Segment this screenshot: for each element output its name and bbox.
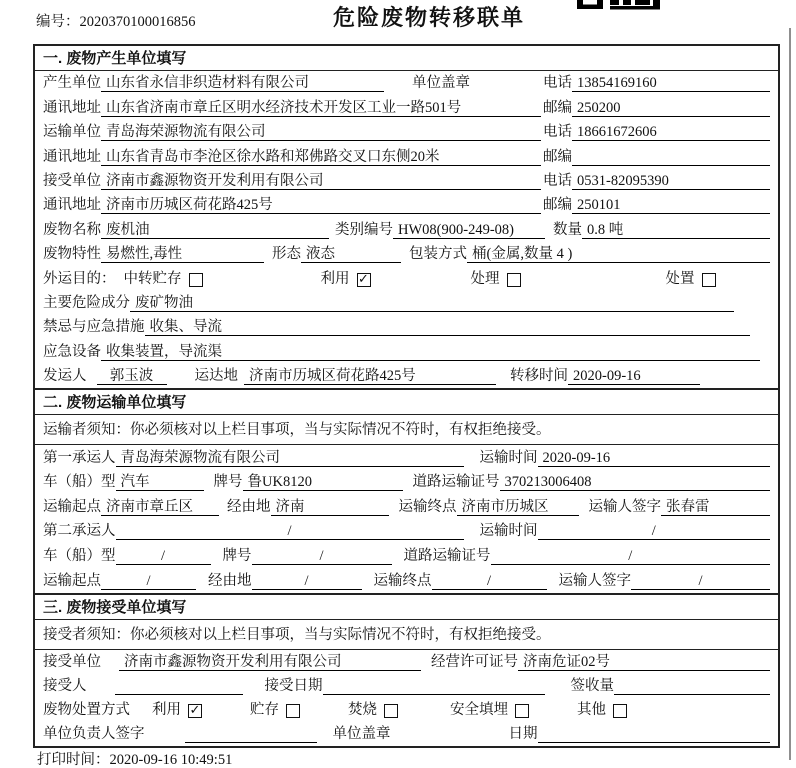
carrier2-label: 第二承运人 (43, 523, 116, 540)
receiver-phone-label: 电话 (543, 172, 572, 189)
carrier2-plate-value: / (252, 547, 392, 565)
carrier1-row (35, 445, 778, 470)
transporter-label: 运输单位 (43, 124, 101, 141)
transporter-value: 青岛海荣源物流有限公司 (101, 123, 541, 141)
print-time-label: 打印时间： (37, 752, 110, 768)
disposal-option-other-label: 其他 (577, 702, 606, 719)
waste-trait-value: 易燃性,毒性 (101, 245, 264, 263)
carrier1-route-row (35, 494, 778, 519)
carrier1-terminus-value: 济南市历城区 (457, 498, 579, 516)
producer-address-label: 通讯地址 (43, 99, 101, 116)
carrier2-vehicle-value: / (116, 547, 211, 565)
purpose-treat-checkbox[interactable] (507, 273, 521, 287)
carrier1-vehicle-label: 车（船）型 (43, 474, 116, 491)
carrier1-vehicle-row (35, 470, 778, 495)
transporter-address-row (35, 144, 778, 168)
shipper-value: 郭玉波 (97, 367, 167, 385)
carrier2-via-label: 经由地 (208, 572, 252, 589)
transporter-zip-label: 邮编 (543, 148, 572, 165)
manifest-form (33, 44, 780, 748)
disposal-option-incinerate (348, 698, 398, 722)
purpose-transfer-storage-checkbox[interactable] (189, 273, 203, 287)
document-number-value: 2020370100016856 (79, 14, 196, 30)
category-value: HW08(900-249-08) (393, 221, 545, 239)
equipment-value: 收集装置，导流渠 (101, 343, 760, 361)
qr-code-fragment (577, 0, 665, 10)
accepting-unit-row (35, 650, 778, 674)
producer-address-row (35, 95, 778, 119)
taboo-row (35, 315, 778, 339)
receiver-zip-value: 250101 (572, 196, 770, 214)
disposal-option-storage-label: 贮存 (250, 702, 279, 719)
form-value: 液态 (301, 245, 401, 263)
waste-name-label: 废物名称 (43, 221, 101, 238)
carrier2-sign-value: / (631, 572, 770, 590)
purpose-option-treat (471, 267, 521, 291)
disposal-option-utilize-label: 利用 (152, 702, 181, 719)
section-producer-title: 一. 废物产生单位填写 (35, 46, 778, 71)
print-time-value: 2020-09-16 10:49:51 (109, 752, 233, 768)
purpose-option-transfer-storage (124, 267, 203, 291)
producer-row (35, 71, 778, 95)
document-number (36, 10, 196, 31)
carrier2-license-label: 道路运输证号 (403, 548, 491, 565)
recipient-value (115, 677, 243, 695)
purpose-option-utilize-label: 利用 (320, 270, 350, 287)
transporter-address-value: 山东省青岛市李沧区徐水路和郑佛路交叉口东侧20米 (101, 148, 541, 166)
disposal-row (35, 698, 778, 722)
section-receiver (33, 593, 780, 749)
document-number-label: 编号： (36, 14, 80, 30)
packing-value: 桶(金属,数量 4 ) (467, 245, 770, 263)
transfer-time-value: 2020-09-16 (568, 367, 700, 385)
head-sign-label: 单位负责人签字 (43, 726, 145, 743)
disposal-option-other (577, 698, 627, 722)
quantity-value: 0.8 吨 (582, 221, 770, 239)
transfer-time-label: 转移时间 (510, 368, 568, 385)
head-sign-value (185, 725, 317, 743)
producer-phone-label: 电话 (543, 75, 572, 92)
equipment-label: 应急设备 (43, 343, 101, 360)
carrier1-sign-value: 张春雷 (661, 498, 770, 516)
unit-seal-label: 单位盖章 (412, 75, 470, 92)
carrier2-terminus-value: / (432, 572, 547, 590)
carrier1-label: 第一承运人 (43, 449, 116, 466)
date-value (538, 725, 771, 743)
purpose-option-dispose (666, 267, 716, 291)
carrier2-via-value: / (252, 572, 362, 590)
purpose-utilize-checkbox[interactable]: ✓ (358, 271, 369, 287)
carrier1-origin-value: 济南市章丘区 (101, 498, 219, 516)
destination-value: 济南市历城区荷花路425号 (244, 367, 496, 385)
transporter-row (35, 120, 778, 144)
carrier2-plate-label: 牌号 (222, 548, 252, 565)
carrier2-origin-label: 运输起点 (43, 572, 101, 589)
transporter-zip-value (572, 148, 770, 166)
page-title: 危险废物转移联单 (333, 5, 526, 30)
carrier1-via-value: 济南 (271, 498, 389, 516)
transporter-phone-value: 18661672606 (572, 123, 770, 141)
producer-phone-value: 13854169160 (572, 74, 770, 92)
carrier1-license-value: 370213006408 (500, 473, 771, 491)
carrier1-time-value: 2020-09-16 (538, 449, 771, 467)
recipient-label: 接受人 (43, 678, 87, 695)
waste-trait-label: 废物特性 (43, 246, 101, 263)
receiver-seal-label: 单位盖章 (332, 726, 391, 743)
sign-qty-value (614, 677, 770, 695)
receiver-phone-value: 0531-82095390 (572, 172, 770, 190)
carrier1-plate-label: 牌号 (213, 474, 243, 491)
carrier1-sign-label: 运输人签字 (588, 498, 661, 515)
purpose-option-treat-label: 处理 (470, 270, 500, 287)
section-transporter-title: 二. 废物运输单位填写 (35, 390, 778, 415)
receiver-address-label: 通讯地址 (43, 197, 101, 214)
disposal-option-landfill-label: 安全填埋 (450, 702, 508, 719)
carrier2-sign-label: 运输人签字 (558, 572, 631, 589)
producer-label: 产生单位 (43, 75, 101, 92)
transporter-address-label: 通讯地址 (43, 148, 101, 165)
waste-name-row (35, 217, 778, 241)
carrier2-terminus-label: 运输终点 (373, 572, 432, 589)
waste-trait-row (35, 242, 778, 266)
carrier1-origin-label: 运输起点 (43, 498, 101, 515)
section-receiver-title: 三. 废物接受单位填写 (35, 595, 778, 620)
carrier1-vehicle-value: 汽车 (116, 473, 204, 491)
carrier1-via-label: 经由地 (227, 498, 271, 515)
producer-value: 山东省永信非织造材料有限公司 (101, 74, 384, 92)
disposal-landfill-checkbox[interactable] (515, 704, 529, 718)
carrier1-time-label: 运输时间 (479, 449, 538, 466)
purpose-option-utilize (321, 267, 371, 291)
carrier2-row (35, 519, 778, 544)
taboo-value: 收集、导流 (145, 318, 751, 336)
hazard-row (35, 291, 778, 315)
receiver-zip-label: 邮编 (543, 197, 572, 214)
carrier2-license-value: / (491, 547, 771, 565)
carrier2-origin-value: / (101, 572, 196, 590)
transporter-notice: 运输者须知：你必须核对以上栏目事项，当与实际情况不符时，有权拒绝接受。 (35, 415, 778, 445)
section-producer (33, 44, 780, 390)
purpose-option-dispose-label: 处置 (665, 270, 695, 287)
carrier2-value: / (116, 522, 464, 540)
page-edge-line (789, 28, 791, 760)
receiver-address-row (35, 193, 778, 217)
permit-label: 经营许可证号 (431, 653, 518, 670)
purpose-option-transfer-storage-label: 中转贮存 (123, 270, 182, 287)
quantity-label: 数量 (553, 221, 582, 238)
receiver-notice: 接受者须知：你必须核对以上栏目事项，当与实际情况不符时，有权拒绝接受。 (35, 620, 778, 650)
shipper-row (35, 364, 778, 388)
equipment-row (35, 339, 778, 363)
disposal-utilize-checkbox[interactable]: ✓ (189, 703, 201, 719)
disposal-option-incinerate-label: 焚烧 (348, 702, 377, 719)
form-label: 形态 (272, 246, 301, 263)
receiver-value: 济南市鑫源物资开发利用有限公司 (101, 172, 541, 190)
purpose-dispose-checkbox[interactable] (702, 273, 716, 287)
disposal-label: 废物处置方式 (43, 702, 130, 719)
producer-address-value: 山东省济南市章丘区明水经济技术开发区工业一路501号 (101, 99, 541, 117)
disposal-incinerate-checkbox[interactable] (384, 704, 398, 718)
carrier1-terminus-label: 运输终点 (398, 498, 457, 515)
head-sign-row (35, 722, 778, 746)
receive-date-value (323, 677, 545, 695)
disposal-option-storage (250, 698, 300, 722)
destination-label: 运达地 (194, 368, 238, 385)
carrier2-vehicle-label: 车（船）型 (43, 548, 116, 565)
recipient-row (35, 674, 778, 698)
category-label: 类别编号 (335, 221, 393, 238)
carrier2-time-label: 运输时间 (479, 523, 538, 540)
hazard-value: 废矿物油 (130, 294, 734, 312)
purpose-label: 外运目的： (43, 270, 116, 287)
taboo-label: 禁忌与应急措施 (43, 319, 145, 336)
disposal-option-landfill (450, 698, 529, 722)
receiver-label: 接受单位 (43, 172, 101, 189)
disposal-option-utilize (152, 698, 202, 722)
disposal-other-checkbox[interactable] (613, 704, 627, 718)
carrier2-route-row (35, 568, 778, 593)
carrier2-vehicle-row (35, 543, 778, 568)
waste-name-value: 废机油 (101, 221, 329, 239)
receiver-row (35, 169, 778, 193)
receiver-address-value: 济南市历城区荷花路425号 (101, 196, 541, 214)
transporter-phone-label: 电话 (543, 124, 572, 141)
shipper-label: 发运人 (43, 368, 87, 385)
accepting-unit-label: 接受单位 (43, 653, 101, 670)
section-transporter (33, 388, 780, 595)
receive-date-label: 接受日期 (264, 678, 323, 695)
carrier1-value: 青岛海荣源物流有限公司 (116, 449, 464, 467)
sign-qty-label: 签收量 (570, 678, 614, 695)
purpose-row (35, 266, 778, 290)
print-time (37, 748, 232, 768)
date-label: 日期 (508, 726, 538, 743)
carrier1-plate-value: 鲁UK8120 (243, 473, 403, 491)
packing-label: 包装方式 (409, 246, 467, 263)
producer-zip-value: 250200 (572, 99, 770, 117)
hazard-label: 主要危险成分 (43, 294, 130, 311)
carrier2-time-value: / (538, 522, 771, 540)
accepting-unit-value: 济南市鑫源物资开发利用有限公司 (119, 653, 421, 671)
permit-value: 济南危证02号 (518, 653, 770, 671)
disposal-storage-checkbox[interactable] (286, 704, 300, 718)
producer-zip-label: 邮编 (543, 99, 572, 116)
carrier1-license-label: 道路运输证号 (412, 474, 500, 491)
